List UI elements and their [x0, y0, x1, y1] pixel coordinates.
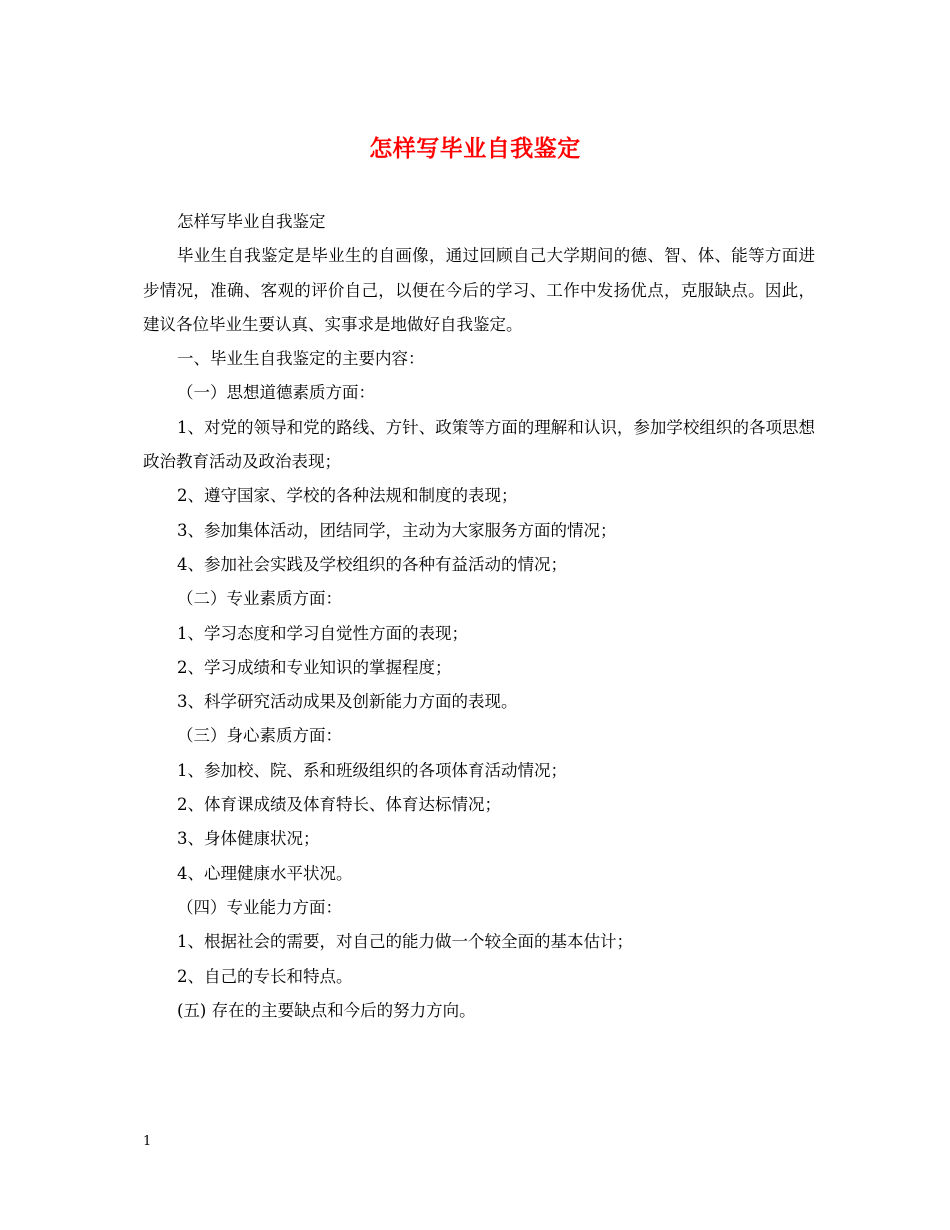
- list-item: 1、学习态度和学习自觉性方面的表现；: [177, 623, 468, 643]
- list-item: 4、心理健康水平状况。: [177, 863, 353, 883]
- paragraph-subtitle: 怎样写毕业自我鉴定: [177, 212, 326, 231]
- paragraph-intro: 毕业生自我鉴定是毕业生的自画像，通过回顾自己大学期间的德、智、体、能等方面进步情况，准确、客观的评价自己，以便在今后的学习、工作中发扬优点，克服缺点。因此，建议各位毕业生要认真、实事求是地做好自我鉴定。: [143, 246, 815, 334]
- list-item: 4、参加社会实践及学校组织的各种有益活动的情况；: [177, 554, 567, 574]
- document-body: [143, 205, 815, 1028]
- subsection-heading: (五) 存在的主要缺点和今后的努力方向。: [177, 1000, 476, 1020]
- list-item: 3、身体健康状况；: [177, 829, 320, 849]
- list-item: 3、参加集体活动，团结同学，主动为大家服务方面的情况；: [177, 520, 617, 540]
- list-item: 3、科学研究活动成果及创新能力方面的表现。: [177, 692, 518, 712]
- list-item: 2、体育课成绩及体育特长、体育达标情况；: [177, 795, 501, 815]
- list-item: 2、学习成绩和专业知识的掌握程度；: [177, 657, 452, 677]
- document-title: 怎样写毕业自我鉴定: [369, 135, 581, 162]
- page-number: 1: [143, 1134, 152, 1149]
- list-item: 2、遵守国家、学校的各种法规和制度的表现；: [177, 486, 518, 506]
- section-heading: 一、毕业生自我鉴定的主要内容：: [177, 349, 425, 369]
- list-item: 1、根据社会的需要，对自己的能力做一个较全面的基本估计；: [177, 932, 633, 952]
- list-item: 2、自己的专长和特点。: [177, 966, 353, 986]
- list-item: 1、参加校、院、系和班级组织的各项体育活动情况；: [177, 760, 567, 780]
- subsection-heading: （一）思想道德素质方面：: [177, 383, 375, 403]
- subsection-heading: （二）专业素质方面：: [177, 589, 342, 609]
- subsection-heading: （四）专业能力方面：: [177, 897, 342, 917]
- subsection-heading: （三）身心素质方面：: [177, 726, 342, 746]
- list-item: 1、对党的领导和党的路线、方针、政策等方面的理解和认识，参加学校组织的各项思想政治教育活动及政治表现；: [143, 417, 815, 472]
